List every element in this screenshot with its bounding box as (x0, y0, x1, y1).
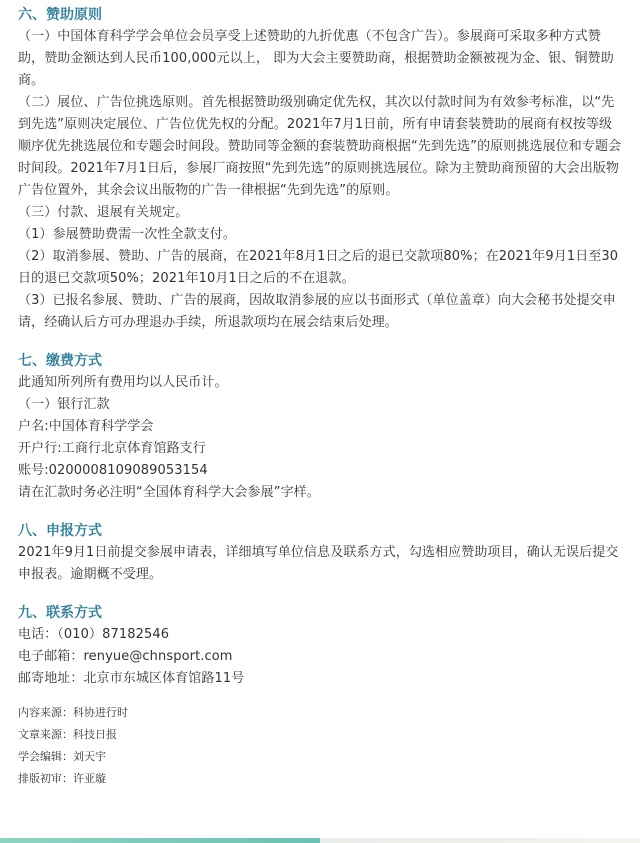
paragraph: （2）取消参展、赞助、广告的展商，在2021年8月1日之后的退已交款项80%；在2021年9月1日至30日的退已交款项50%；2021年10月1日之后的不在退款。 (18, 249, 619, 286)
section-heading-application: 八、申报方式 (18, 523, 102, 539)
credit-content-source: 内容来源：科协进行时 (18, 706, 128, 719)
account-name: 户名:中国体育科学学会 (18, 419, 154, 434)
paragraph: （3）已报名参展、赞助、广告的展商，因故取消参展的应以书面形式（单位盖章）向大会秘书处提交申请，经确认后方可办理退办手续，所退款项均在展会结束后处理。 (18, 293, 616, 330)
paragraph: 2021年9月1日前提交参展申请表，详细填写单位信息及联系方式，勾选相应赞助项目，确认无误后提交申报表。逾期概不受理。 (18, 545, 619, 582)
paragraph: 此通知所列所有费用均以人民币计。 (18, 375, 228, 390)
footer-divider-bar (0, 838, 640, 843)
account-number: 账号:0200008109089053154 (18, 463, 208, 478)
credit-editor: 学会编辑：刘天宇 (18, 750, 106, 763)
paragraph: 请在汇款时务必注明“全国体育科学大会参展”字样。 (18, 485, 320, 500)
credits-block (18, 702, 622, 790)
paragraph: （二）展位、广告位挑选原则。首先根据赞助级别确定优先权，其次以付款时间为有效参考标准，以“先到先选”原则决定展位、广告位优先权的分配。2021年7月1日前，所有申请套装赞助的展商有权按等级顺序优先挑选展位和专题会时间段。赞助同等金额的套装赞助商根据“先到先选”的原则挑选展位和专题会时间段。2021年7月1日后，参展厂商按照“先到先选”的原则挑选展位。除为主赞助商预留的大会出版物广告位置外，其余会议出版物的广告一律根据“先到先选”的原则。 (18, 95, 622, 198)
credit-article-source: 文章来源：科技日报 (18, 728, 117, 741)
contact-email: 电子邮箱：renyue@chnsport.com (18, 649, 233, 664)
section-heading-payment-methods: 七、缴费方式 (18, 353, 102, 369)
paragraph: （1）参展赞助费需一次性全款支付。 (18, 227, 236, 242)
section-heading-contact: 九、联系方式 (18, 605, 102, 621)
credit-reviewer: 排版初审：许亚璇 (18, 772, 106, 785)
contact-phone: 电话：（010）87182546 (18, 627, 170, 642)
section-heading-sponsorship-principles: 六、赞助原则 (18, 7, 102, 23)
contact-address: 邮寄地址：北京市东城区体育馆路11号 (18, 671, 245, 686)
paragraph: （一）银行汇款 (18, 397, 110, 412)
paragraph: （一）中国体育科学学会单位会员享受上述赞助的九折优惠（不包含广告）。参展商可采取多种方式赞助，赞助金额达到人民币100,000元以上， 即为大会主要赞助商，根据赞助金额被视为金、银、铜赞助商。 (18, 29, 614, 88)
bank-name: 开户行:工商行北京体育馆路支行 (18, 441, 206, 456)
paragraph: （三）付款、退展有关规定。 (18, 205, 189, 220)
